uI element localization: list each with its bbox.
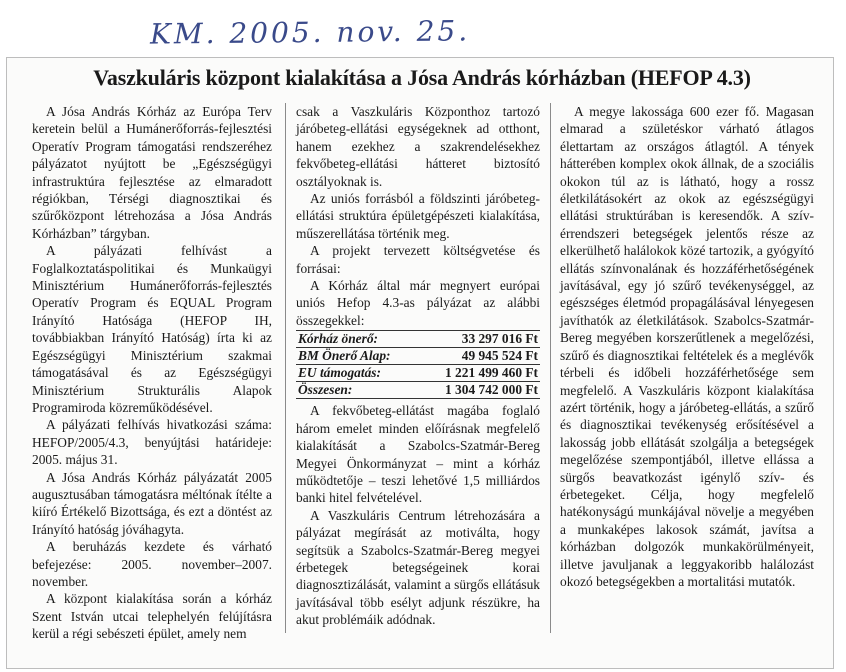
article-column-3 <box>560 103 814 590</box>
table-row <box>296 348 540 365</box>
budget-label: Összesen: <box>296 382 418 399</box>
paragraph: A pályázati felhívást a Foglalkoztatáspolitikai és Munkaügyi Minisztérium Humánerőforrás-fejlesztés Operatív Program és EQUAL Program Irányító Hatósága (HEFOP IH, továbbiakban Irányító Hatóság) írta ki az Egészségügyi Minisztérium szakmai támogatásával és az Egészségügyi Minisztérium Strukturális Alapok Programiroda közreműködésével. <box>32 243 272 415</box>
handwritten-date-note: KM. 2005. nov. 25. <box>149 14 471 51</box>
table-row <box>296 331 540 348</box>
budget-label: Kórház önerő: <box>296 331 418 348</box>
budget-label: EU támogatás: <box>296 365 418 382</box>
paragraph: A központ kialakítása során a kórház Szent István utcai telephelyén felújításra kerül a régi sebészeti épület, amely nem <box>32 591 272 642</box>
paragraph: csak a Vaszkuláris Központhoz tartozó járóbeteg-ellátási egységeknek ad otthont, hanem ezekhez a szakrendelésekhez fekvőbeteg-ellátási hátteret biztosító osztályoknak is. <box>296 104 540 189</box>
paragraph: Az uniós forrásból a földszinti járóbeteg-ellátási struktúra épületgépészeti kialakítása, műszerellátása történik meg. <box>296 191 540 241</box>
paragraph: A pályázati felhívás hivatkozási száma: HEFOP/2005/4.3, benyújtási határideje: 2005. május 31. <box>32 417 272 468</box>
budget-value: 49 945 524 Ft <box>418 348 540 365</box>
table-row <box>296 365 540 382</box>
table-row <box>296 382 540 399</box>
paragraph: A megye lakossága 600 ezer fő. Magasan elmarad a születéskor várható átlagos élettartam az országos átlagtól. A tények hátterében komplex okok állnak, de a szociális okokon túl az is látható, hogy a rossz életkilátásokért az okok az egészségügyi ellátási struktúrában is keresendők. A szív-érrendszeri betegségek jelentős része az elkerülhető halálokok közé tartozik, a gyógyító ellátás színvonalának és hozzáférhetőségének javításával, egy jó szűrő tevékenységgel, az egészséges életmód propagálásával lényegesen javíthatók az életkilátások. Szabolcs-Szatmár-Bereg megyében korszerűtlenek a megelőzési, szűrő és diagnosztikai feltételek és a meglévők térbeli és időbeli hozzáférhetősége sem megfelelő. A Vaszkuláris központ kialakítása azért történik, hogy a járóbeteg-ellátás, a szűrő és diagnosztikai tevékenység erősítésével a lakosság jobb ellátását szolgálja a betegségek megelőzése szempontjából, illetve ellássa a sürgős beavatkozást igénylő szív- és érbetegeket. Célja, hogy megfelelő hatékonyságú munkájával növelje a megyében a munkaképes lakosok számát, javítsa a kórházban dolgozók munkakörülményeit, illetve javuljanak a leggyakoribb halálozást okozó betegségekben a mortalitási mutatók. <box>560 104 814 589</box>
budget-value: 1 304 742 000 Ft <box>418 382 540 399</box>
paragraph: A fekvőbeteg-ellátást magába foglaló három emelet minden előírásnak megfelelő kialakítását a Szabolcs-Szatmár-Bereg Megyei Önkormányzat – mint a kórház működtetője – teszi lehetővé 1,5 milliárdos banki hitel felvételével. <box>296 403 540 506</box>
budget-table <box>296 330 540 399</box>
paragraph: A Jósa András Kórház pályázatát 2005 augusztusában támogatásra méltónak ítélte a kiíró Értékelő Bizottsága, és ezt a döntést az Irányító hatóság jóváhagyta. <box>32 469 272 537</box>
column-divider <box>550 103 551 633</box>
article-column-1 <box>32 103 272 643</box>
paragraph: A Vaszkuláris Centrum létrehozására a pályázat megírását az motiválta, hogy segítsük a Szabolcs-Szatmár-Bereg megyei érbetegek betegségeinek korai diagnosztizálását, valamint a sürgős ellátásuk javításával több esélyt adjunk részükre, ha akut problémáik adódnak. <box>296 507 540 628</box>
column-divider <box>285 103 286 633</box>
paragraph: A projekt tervezett költségvetése és forrásai: <box>296 243 540 276</box>
budget-label: BM Önerő Alap: <box>296 348 418 365</box>
budget-value: 33 297 016 Ft <box>418 331 540 348</box>
paragraph: A Jósa András Kórház az Európa Terv keretein belül a Humánerőforrás-fejlesztési Operatív Program támogatási rendszeréhez pályázatot nyújtott be „Egészségügyi infrastruktúra fejlesztése az elmaradott régiókban, Térségi diagnosztikai és szűrőközpont létrehozása a Jósa András Kórházban” tárgyban. <box>32 104 272 241</box>
article-headline: Vaszkuláris központ kialakítása a Jósa András kórházban (HEFOP 4.3) <box>93 65 751 90</box>
budget-value: 1 221 499 460 Ft <box>418 365 540 382</box>
paragraph: A Kórház által már megnyert európai uniós Hefop 4.3-as pályázat az alábbi összegekkel: <box>296 278 540 328</box>
paragraph: A beruházás kezdete és várható befejezése: 2005. november–2007. november. <box>32 539 272 589</box>
article-column-2 <box>296 103 540 629</box>
